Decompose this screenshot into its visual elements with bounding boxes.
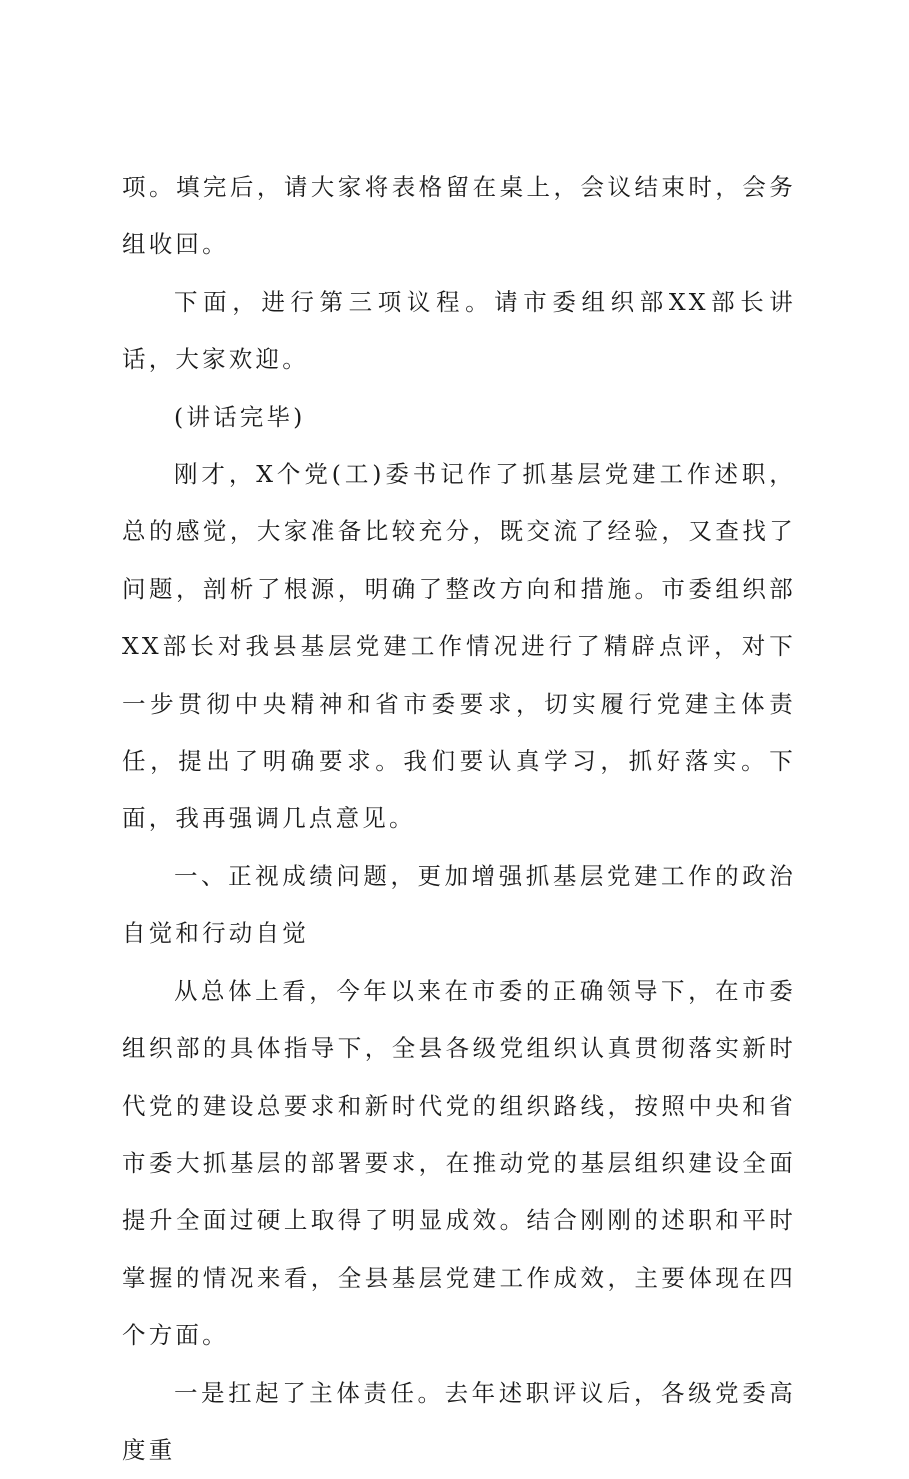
paragraph-point-one: 一是扛起了主体责任。去年述职评议后，各级党委高度重 — [122, 1378, 796, 1464]
paragraph-agenda-item-three: 下面，进行第三项议程。请市委组织部XX部长讲话，大家欢迎。 — [122, 287, 796, 374]
document-body — [122, 159, 796, 1479]
paragraph-continuation: 项。填完后，请大家将表格留在桌上，会议结束时，会务组收回。 — [122, 173, 796, 259]
paragraph-overview: 从总体上看，今年以来在市委的正确领导下，在市委组织部的具体指导下，全县各级党组织认真贯彻落实新时代党的建设总要求和新时代党的组织路线，按照中央和省市委大抓基层的部署要求，在推动党的基层组织建设全面提升全面过硬上取得了明显成效。结合刚刚的述职和平时掌握的情况来看，全县基层党建工作成效，主要体现在四个方面。 — [122, 976, 796, 1350]
section-heading-one: 一、正视成绩问题，更加增强抓基层党建工作的政治自觉和行动自觉 — [122, 861, 796, 948]
paragraph-speech-finished: (讲话完毕) — [174, 402, 306, 431]
paragraph-summary: 刚才，X个党(工)委书记作了抓基层党建工作述职，总的感觉，大家准备比较充分，既交流了经验，又查找了问题，剖析了根源，明确了整改方向和措施。市委组织部XX部长对我县基层党建工作情况进行了精辟点评，对下一步贯彻中央精神和省市委要求，切实履行党建主体责任，提出了明确要求。我们要认真学习，抓好落实。下面，我再强调几点意见。 — [122, 460, 796, 833]
